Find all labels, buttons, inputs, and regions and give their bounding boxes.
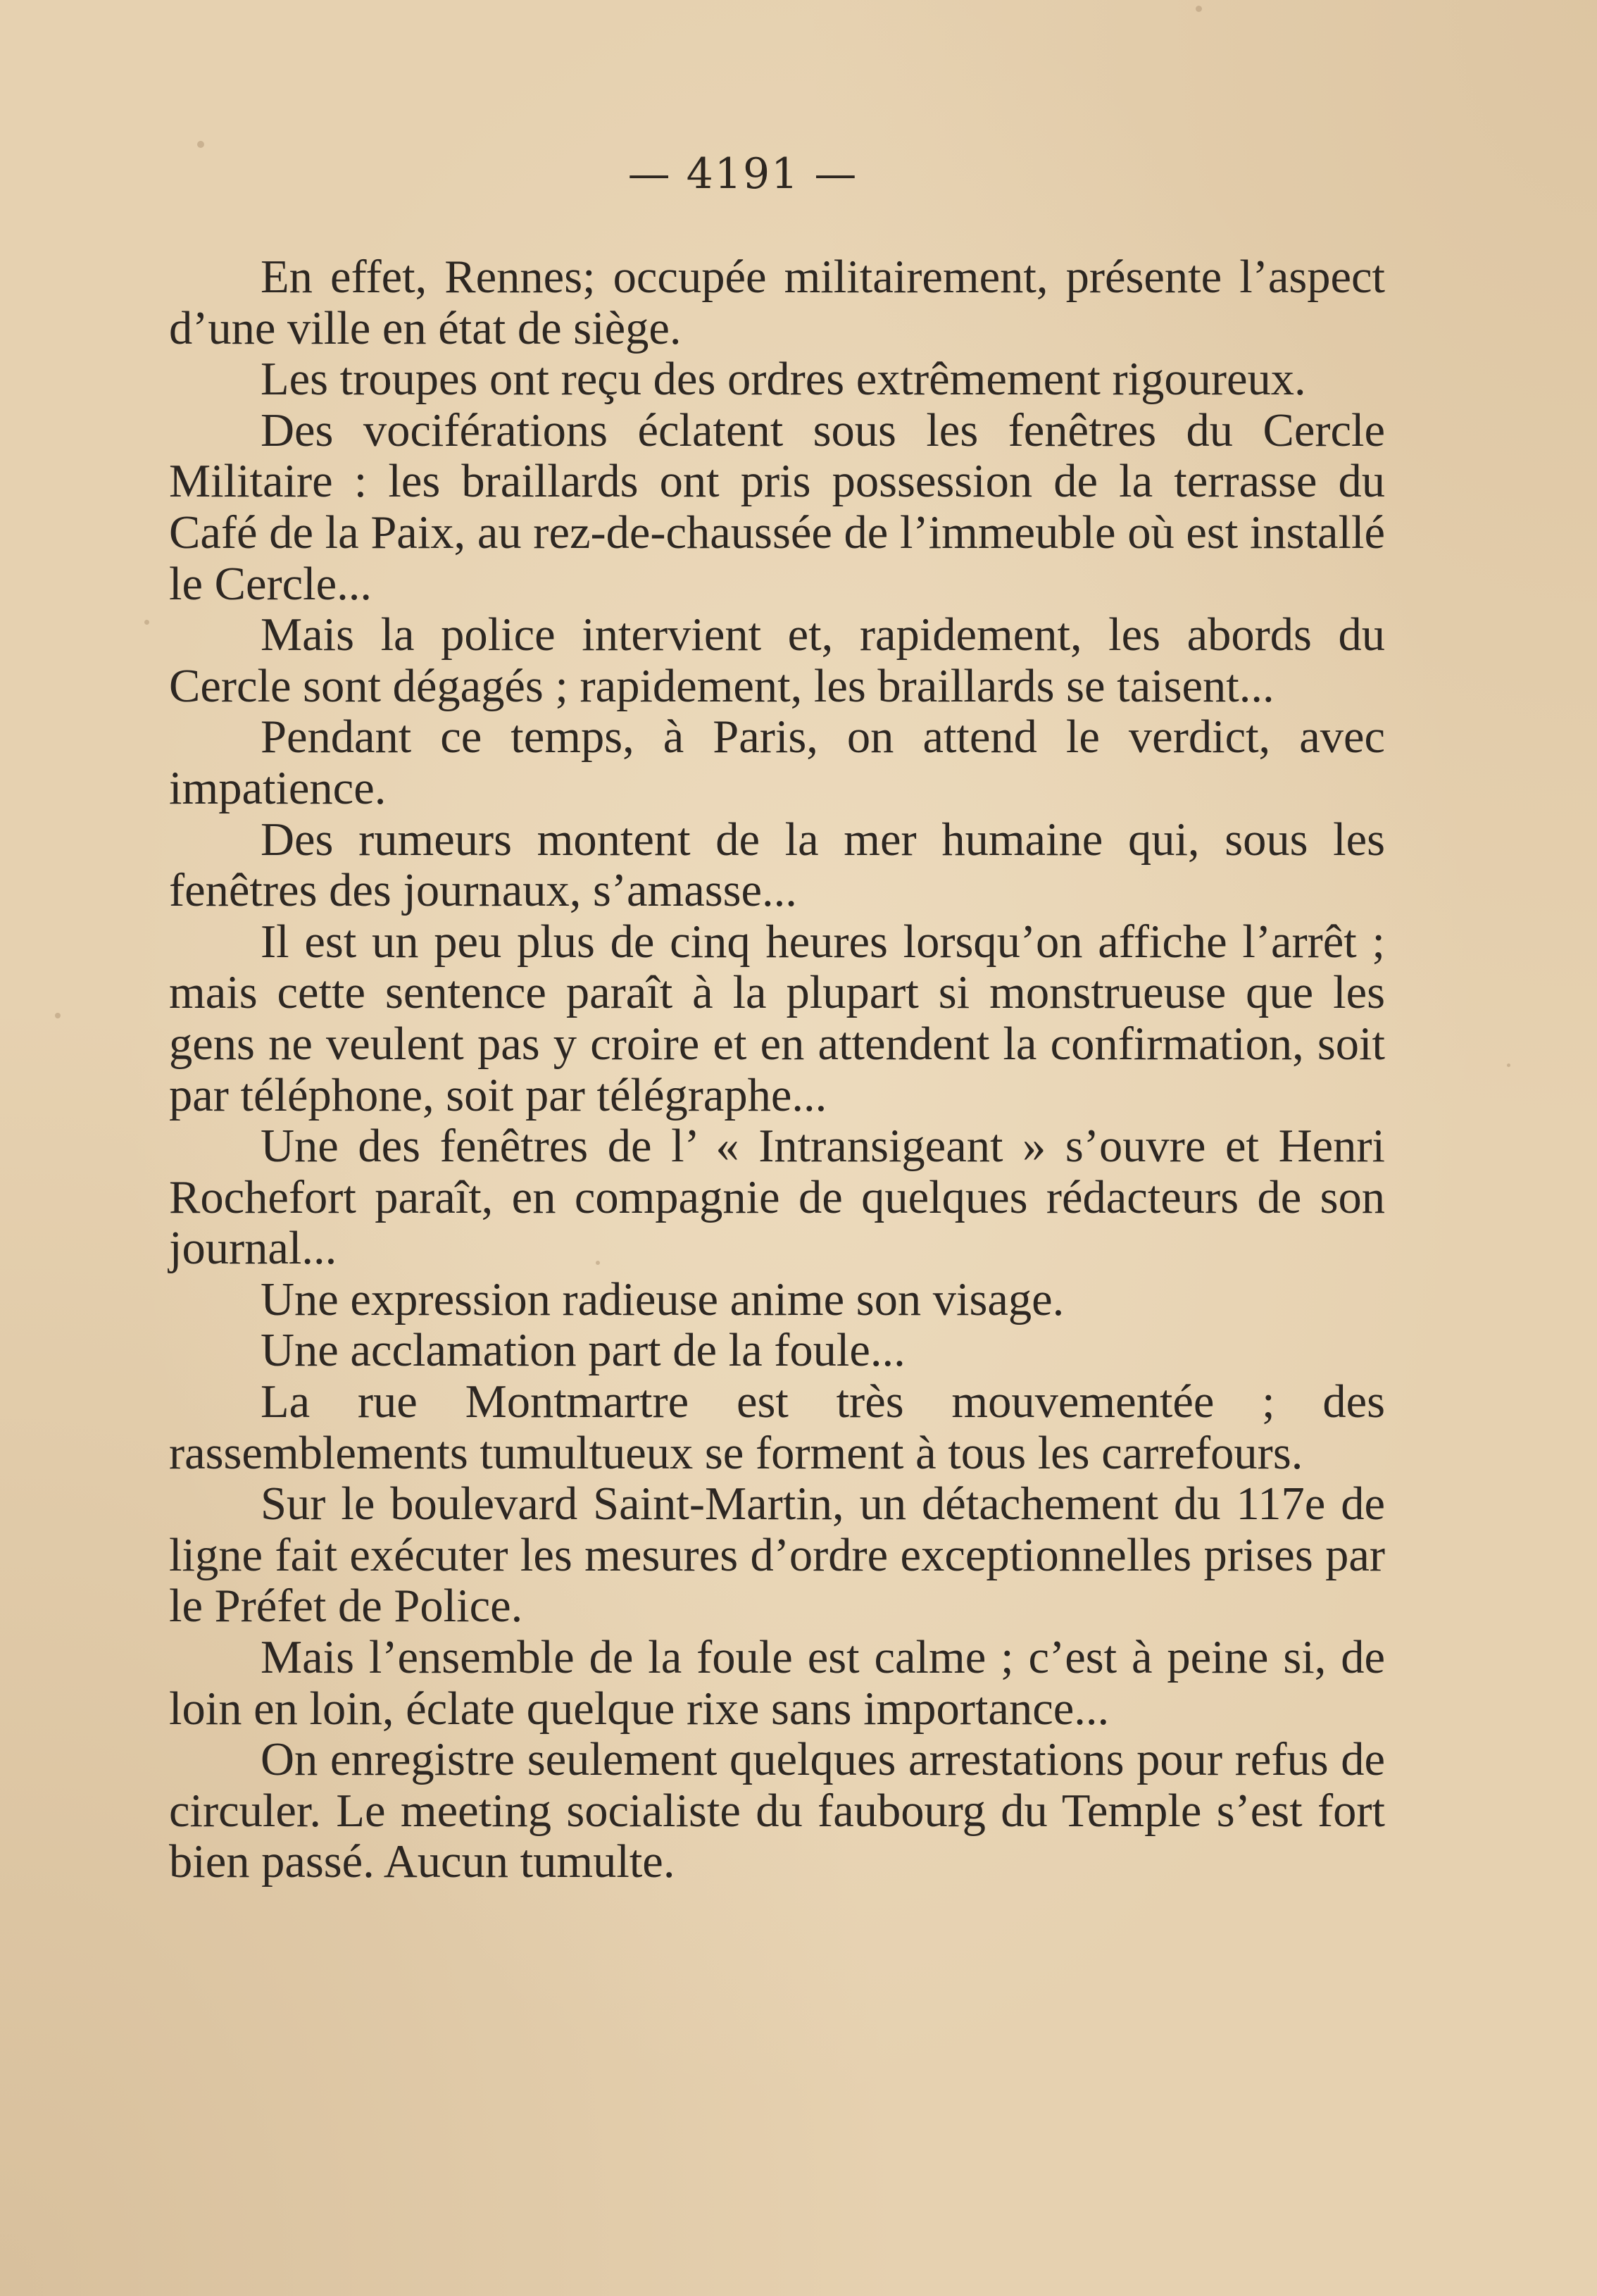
paragraph: Les troupes ont reçu des ordres extrêmement rigoureux. — [261, 354, 1306, 406]
page-number: — 4191 — — [627, 149, 858, 199]
paragraph: Des vociférations éclatent sous les fenêtres du Cercle Militaire : les braillards ont pris possession de la terrasse du Café de la Paix, au rez-de-chaussée de l’immeuble où est installé le Cercle... — [169, 404, 1385, 610]
paper-speck — [55, 1013, 61, 1018]
paragraph: Mais la police intervient et, rapidement, les abords du Cercle sont dégagés ; rapidement, les braillards se taisent... — [169, 609, 1385, 712]
paper-speck — [1507, 1063, 1510, 1067]
paper-speck — [1196, 6, 1202, 12]
paper-speck — [144, 620, 149, 625]
paragraph: Mais l’ensemble de la foule est calme ; c’est à peine si, de loin en loin, éclate quelque rixe sans importance... — [169, 1632, 1385, 1735]
paragraph: Des rumeurs montent de la mer humaine qui, sous les fenêtres des journaux, s’amasse... — [169, 813, 1385, 917]
paragraph: Il est un peu plus de cinq heures lorsqu’on affiche l’arrêt ; mais cette sentence paraît à la plupart si monstrueuse que les gens ne veulent pas y croire et en attendent la confirmation, soit par téléphone, soit par télégraphe... — [169, 916, 1385, 1121]
paragraph: Sur le boulevard Saint-Martin, un détachement du 117e de ligne fait exécuter les mesures d’ordre exceptionnelles prises par le Préfet de Police. — [169, 1478, 1385, 1633]
paragraph: Une des fenêtres de l’ « Intransigeant » s’ouvre et Henri Rochefort paraît, en compagnie de quelques rédacteurs de son journal... — [169, 1121, 1385, 1275]
paragraph: Une expression radieuse anime son visage. — [261, 1273, 1065, 1325]
paper-speck — [197, 141, 204, 148]
paragraph: Une acclamation part de la foule... — [261, 1325, 906, 1377]
paragraph: La rue Montmartre est très mouvementée ; des rassemblements tumultueux se forment à tous les carrefours. — [169, 1376, 1385, 1479]
paragraph: On enregistre seulement quelques arrestations pour refus de circuler. Le meeting socialiste du faubourg du Temple s’est fort bien passé. Aucun tumulte. — [169, 1734, 1385, 1888]
paragraph: En effet, Rennes; occupée militairement, présente l’aspect d’une ville en état de siège. — [169, 251, 1385, 354]
body-text — [169, 252, 1385, 1888]
paragraph: Pendant ce temps, à Paris, on attend le verdict, avec impatience. — [169, 711, 1385, 814]
